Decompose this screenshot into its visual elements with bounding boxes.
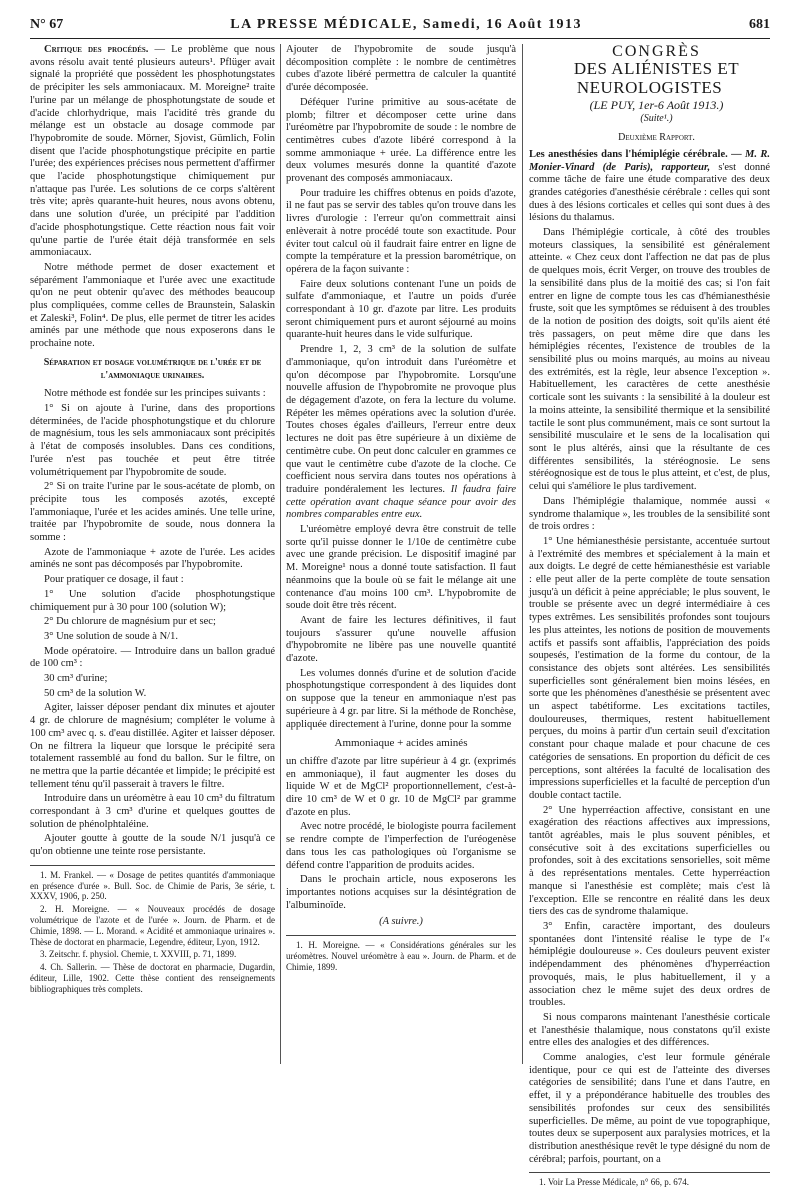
congress-title: DES ALIÉNISTES ET NEUROLOGISTES (573, 58, 740, 97)
paragraph: 50 cm³ de la solution W. (44, 687, 147, 699)
paragraph: 3° Enfin, caractère important, des douleurs spontanées dont l'intensité réalise le type de l'« hémiplégie douloureuse ». Ces douleurs peuvent exister indépendamment des phénomènes d'hyperréaction provoqués, mais, le plus habituellement, il y a association chez le même sujet des deux ordres de troubles. (529, 921, 770, 1009)
paragraph: Critique des procédés. — Le problème que nous avons résolu avait tenté plusieurs auteurs¹. Pflüger avait signalé la propriété que possèdent les phosphotungstates de précipiter les sels ammoniacaux. M. Moreigne² traite l'urine par un mélange de phosphotungstate de soude et d'acide chlorhydrique, mais l'acidité très grande du mélange est un obstacle au dosage commode par l'hypobromite de soude. Mörner, Sjovist, Gümlich, Folin disent que l'acide phosphotungstique précipite en partie l'urée; des expériences précises nous permettent d'affirmer que l'acide phosphotungstique chimiquement pur n'attaque pas l'urée. Les solutions de ce corps s'altèrent très vite; après quarante-huit heures, nous avons obtenu, dans une solution d'urée, un précipité par l'addition d'acide phosphotungstique. Cette réaction nous fait voir qu'une partie de l'urée était déjà transformée en sels ammoniacaux. (30, 44, 275, 259)
report-heading: Deuxième Rapport. (618, 132, 695, 144)
to-be-continued: (A suivre.) (379, 916, 423, 928)
paragraph: 30 cm³ d'urine; (44, 673, 108, 685)
footnote: 1. M. Frankel. — « Dosage de petites quantités d'ammoniaque en présence d'urée ». Bull. Soc. de Chimie de Paris, 3e série, t. XXXV, 1906, p. 250. (30, 869, 275, 902)
paragraph: 1° Si on ajoute à l'urine, dans des proportions déterminées, de l'acide phosphotungstique et du chlorure de magnésium, tous les sels ammoniacaux sont précipités à l'état de composés insolubles. Dans ces conditions, l'urée n'est pas touchée et peut être titrée volumétriquement par l'hypobromite de soude. (30, 402, 275, 478)
continued-note: (Suite¹.) (640, 113, 673, 125)
paragraph: Avant de faire les lectures définitives, il faut toujours s'assurer qu'une nouvelle affusion d'hypobromite ne libère pas une nouvelle quantité d'azote. (286, 614, 516, 665)
paragraph: 2° Une hyperréaction affective, consistant en une exagération des réactions affectives aux impressions, tantôt agréables, mais le plus souvent pénibles, et consécutive soit à des excitations superficielles ou profondes, soit à des excitations sensorielles, soit même à des représentations mentales. Cette hyperréaction manque si l'anesthésie est complète; mais c'est là l'exception. Elle se rencontre en réalité dans les deux tiers des cas de syndrome thalamique. (529, 804, 770, 918)
paragraph: 2° Si on traite l'urine par le sous-acétate de plomb, on précipite tous les composés azotés, excepté l'ammoniaque, l'urée et les acides aminés. Une telle urine, traitée par l'hypobromite de soude, nous donnera la somme : (30, 481, 275, 544)
column-3 (529, 43, 771, 1188)
footnote: 3. Zeitschr. f. physiol. Chemie, t. XXVIII, p. 71, 1899. (40, 949, 237, 960)
column-2 (286, 44, 516, 1064)
paragraph: Les volumes donnés d'urine et de solution d'acide phosphotungstique correspondent à des liquides dont on suppose que la teneur en ammoniaque n'est pas supérieure à 4 gr. par litre. Si la méthode de Ronchèse, appliquée directement à l'urine, donne pour la somme (286, 667, 516, 730)
paragraph: L'uréomètre employé devra être construit de telle sorte qu'il puisse donner le 1/10e de centimètre cube avec une grande précision. Le dispositif imaginé par M. Moreigne¹ nous a donné toute satisfaction. Il faut néanmoins que la boule où se fait le mélange ait une contenance d'au moins 100 cm³. L'hypobromite de soude doit être très récent. (286, 524, 516, 612)
footnotes (286, 935, 516, 972)
footnote: 1. Voir La Presse Médicale, n° 66, p. 674. (539, 1177, 689, 1188)
footnote: 4. Ch. Sallerin. — Thèse de doctorat en pharmacie, Dugardin, éditeur, Lille, 1902. Cette thèse contient des renseignements bibliographiques très complets. (30, 962, 275, 994)
journal-title: LA PRESSE MÉDICALE, Samedi, 16 Août 1913 (230, 17, 582, 32)
paragraph: Notre méthode permet de doser exactement et séparément l'ammoniaque et l'urée avec une exactitude qu'on ne peut obtenir qu'avec des méthodes beaucoup plus compliquées, comme celles de Braunstein, Salaskin et Zaleski³, Folin⁴. De plus, elle permet de titrer les acides aminés par une méthode que nous exposerons dans le prochaine note. (30, 261, 275, 350)
footnote: 2. H. Moreigne. — « Nouveaux procédés de dosage volumétrique de l'azote et de l'urée ». Journ. de Pharm. et de Chimie, 1898. — L. Morand. « Acidité et ammoniaque urinaires ». Thèse de doctorat en pharmacie, Legendre, éditeur, Lyon, 1912. (30, 904, 275, 947)
paragraph: Dans l'hémiplégie corticale, à côté des troubles moteurs classiques, la sensibilité est généralement atteinte. « Chez ceux dont l'affection ne dat pas de plus de quelques mois, écrit Verger, on trouve des troubles de la sensibilité dans plus de la moitié des cas; si l'on fait entrer en ligne de compte tous les cas d'hémianesthésie fruste, soit que les symptômes se réduisent à des troubles de la notion de position des doigts, soit qu'ils aient été très passagers, on peut même dire que dans les hémiplégies récentes, l'existence de troubles de la sensibilité plus ou moins marqués, au moins au niveau des extrémités, est la règle, leur absence l'exception ». Habituellement, les caractères de cette anesthésie corticale sont les suivants : la sensibilité à la douleur est la moins atteinte, la sensibilité thermique et la sensibilité tactile le sont plus communément, mais ce sont surtout la sensibilité musculaire et le sens de la localisation qui sont le plus altérés, ainsi que la résultante de ces différentes sensibilités, la stéréognosie. Le sens stéréognosique est de tous le plus atteint, et c'est, de plus, celui qui s'améliore le plus tardivement. (529, 227, 770, 493)
column-rule (522, 44, 523, 1064)
paragraph: Ajouter goutte à goutte de la soude N/1 jusqu'à ce qu'on obtienne une teinte rose persistante. (30, 833, 275, 858)
paragraph: Comme analogies, c'est leur formule générale identique, pour ce qui est de l'atteinte des diverses catégories de sensibilité; dans l'une et dans l'autre, en effet, il y a prépondérance habituelle des troubles des sensibilités profondes sur ceux des sensibilités superficielles. De même, au point de vue topographique, toutes deux se superposent aux paralysies motrices, et la distribution anesthésique revêt le type désigné du nom de cérébral; parfois, pourtant, on a (529, 1052, 770, 1165)
paragraph: un chiffre d'azote par litre supérieur à 4 gr. (exprimés en ammoniaque), il faut augmenter les doses du liquide W et de MgCl² proportionnellement, c'est-à-dire 10 cm³ de W et 0 gr. 10 de MgCl² par gramme d'azote en plus. (286, 755, 516, 818)
paragraph: Azote de l'ammoniaque + azote de l'urée. Les acides aminés ne sont pas décomposés par l'hypobromite. (30, 546, 275, 571)
congress-date: (LE PUY, 1er-6 Août 1913.) (589, 97, 724, 112)
footnotes (30, 865, 275, 995)
paragraph: Mode opératoire. — Introduire dans un ballon gradué de 100 cm³ : (30, 645, 275, 670)
footnote: 1. H. Moreigne. — « Considérations générales sur les uréomètres. Nouvel uréomètre à eau ». Journ. de Pharm. et de Chimie, 1899. (286, 940, 516, 972)
paragraph: Pour traduire les chiffres obtenus en poids d'azote, il ne faut pas se servir des tables qu'on trouve dans les livres d'urologie : l'erreur qu'on commettrait ainsi enlèverait à notre procédé toute son exactitude. Pour éviter tout calcul où il faudrait faire entrer en ligne de compte la température et la pression barométrique, on opérera de la façon suivante : (286, 187, 516, 275)
formula: Ammoniaque + acides aminés (334, 737, 468, 750)
paragraph: 3° Une solution de soude à N/1. (44, 630, 178, 642)
paragraph: 1° Une solution d'acide phosphotungstique chimiquement pur à 30 pour 100 (solution W); (30, 588, 275, 613)
paragraph: Avec notre procédé, le biologiste pourra facilement se rendre compte de l'imperfection de l'uréogenèse dans tous les cas pathologiques où l'organisme se défend contre l'apparition de produits acides. (286, 821, 516, 871)
paragraph: Dans l'hémiplégie thalamique, nommée aussi « syndrome thalamique », les troubles de la sensibilité sont de trois ordres : (529, 495, 770, 533)
page-header (30, 12, 770, 39)
paragraph: Les anesthésies dans l'hémiplégie cérébrale. — M. R. Monier-Vinard (de Paris), rapporteur, s'est donné comme tâche de faire une étude comparative des deux grandes catégories d'anesthésie cérébrale : celles qui sont dues à des lésions corticales et celles qui sont dues à des lésions du thalamus. (529, 148, 771, 224)
column-1 (30, 44, 275, 1064)
issue-number: N° 67 (30, 17, 64, 32)
paragraph: Introduire dans un uréomètre à eau 10 cm³ du filtratum correspondant à 3 cm³ d'urine et quelques gouttes de solution de phénolphtaléine. (30, 793, 275, 830)
paragraph: Déféquer l'urine primitive au sous-acétate de plomb; filtrer et décomposer cette urine dans l'uréomètre par l'hypobromite de soude : le nombre de centimètres cubes d'azote libéré correspond à la somme ammoniaque + urée. La différence entre les deux volumes mesurés donne la quantité d'azote provenant des composés ammoniacaux. (286, 96, 516, 185)
paragraph: Si nous comparons maintenant l'anesthésie corticale et l'anesthésie thalamique, nous constatons qu'il existe entre elles des analogies et des différences. (529, 1011, 770, 1049)
footnotes (529, 1172, 770, 1188)
paragraph: Dans le prochain article, nous exposerons les importantes notions acquises sur la désintégration de l'albuminoïde. (286, 874, 516, 911)
paragraph: Agiter, laisser déposer pendant dix minutes et ajouter 4 gr. de chlorure de magnésium; compléter le volume à 100 cm³ avec q. s. d'eau distillée. Agiter et laisser déposer. On ne filtrera la liqueur que lorsque le précipité sera totalement rassemblé au fond du ballon. Sur le filtre, on ne mettra que la partie décantée et limpide; le précipité est tellement ténu qu'il passerait à travers le filtre. (30, 702, 275, 790)
congress-heading: CONGRÈS (612, 43, 701, 60)
paragraph: Notre méthode est fondée sur les principes suivants : (44, 388, 266, 400)
paragraph: Pour pratiquer ce dosage, il faut : (44, 574, 184, 586)
paragraph: 2° Du chlorure de magnésium pur et sec; (44, 616, 216, 628)
column-rule (280, 44, 281, 1064)
paragraph: Ajouter de l'hypobromite de soude jusqu'à décomposition complète : le nombre de centimètres cubes d'azote libéré permettra de calculer la quantité d'urée décomposée. (286, 44, 516, 94)
paragraph: Faire deux solutions contenant l'une un poids de sulfate d'ammoniaque, et l'autre un poids d'urée correspondant à 10 gr. d'azote par litre. Les produits seront chimiquement purs et auront séjourné au moins quarante-huit heures dans le vide sulfurique. (286, 278, 516, 341)
page-number: 681 (749, 17, 770, 32)
section-heading: Séparation et dosage volumétrique de l'urée et de l'ammoniaque urinaires. (43, 356, 262, 381)
paragraph: Prendre 1, 2, 3 cm³ de la solution de sulfate d'ammoniaque, qu'on introduit dans l'uréomètre et qu'on décompose par l'hypobromite. Lorsqu'une nouvelle affusion de l'hypobromite ne provoque plus de dégagement d'azote, on fera la lecture du volume. Répéter les mêmes opérations avec la solution d'urée. Toutes choses égales d'ailleurs, l'erreur entre deux lectures ne doit pas être supérieure à un dixième de centimètre cube. On peut donc calculer en grammes ce que vaut le centimètre cube d'azote de la cloche. Ce coefficient nous servira dans toutes nos opérations à traduire pondéralement les lectures. Il faudra faire cette opération avant chaque séance pour avoir des nombres comparables entre eux. (286, 344, 517, 521)
paragraph: 1° Une hémianesthésie persistante, accentuée surtout à l'extrémité des membres et spécialement à la main et aux doigts. Le degré de cette hémianesthésie est variable : elle peut aller de la perte complète de toute sensation jusqu'à un déficit à peine appréciable; le plus souvent, le trouble se présente avec un degré intermédiaire à ces types extrêmes. Les sensibilités profondes sont toujours les plus atteintes, les notions de position de mouvements actifs et passifs sont affaiblis, l'appréciation des poids soupesés, l'estimation de la forme du contour, de la consistance des objets sont altérées. Les sensibilités superficielles sont généralement bien moins lésées, en sorte que les phénomènes d'anesthésie se présentent avec un aspect tabétiforme. Les excitations tactiles, douloureuses, thermiques, restent habituellement perçues, du moins à partir d'un certain seuil d'excitation constant pour chaque malade et pour chacune de ces catégories de sensations. En proportion du déficit de ces perceptions, sont altérées la faculté de localisation des impressions superficielles et la faculté de perception d'un double contact tactile. (529, 535, 770, 801)
